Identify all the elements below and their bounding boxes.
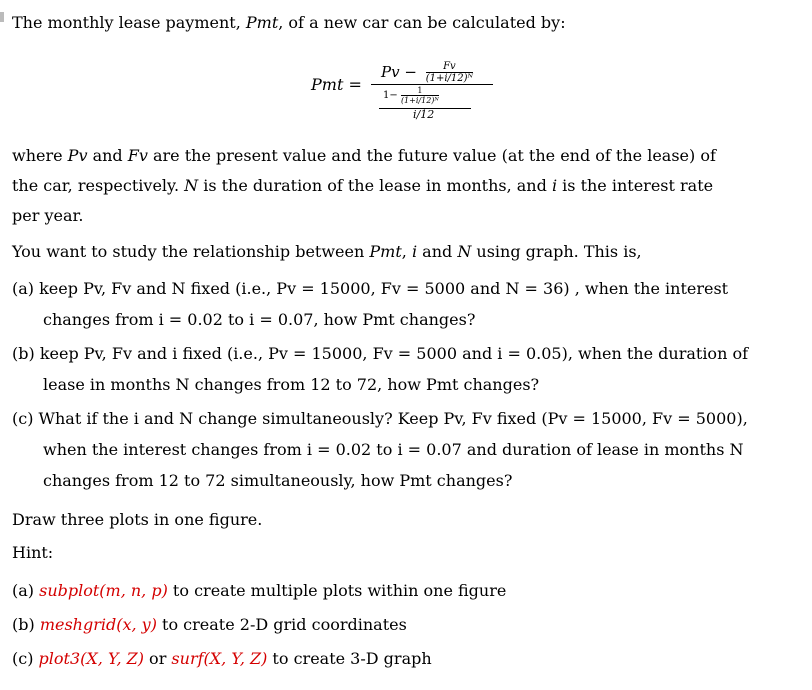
formula-numerator [381, 62, 473, 84]
part-b-line2: lease in months N changes from 12 to 72, how Pmt changes? [43, 375, 540, 394]
part-b-line1: (b) keep Pv, Fv and i fixed (i.e., Pv = 15000, Fv = 5000 and i = 0.05), when the duration of [12, 344, 749, 363]
hint-b-code: meshgrid(x, y) [39, 615, 157, 634]
intro-text-b: , of a new car can be calculated by: [278, 13, 566, 32]
part-c-line1: (c) What if the i and N change simultaneously? Keep Pv, Fv fixed (Pv = 15000, Fv = 5000), [12, 409, 748, 428]
formula-denominator-top [383, 86, 439, 105]
formula-rate: i/12 [413, 108, 435, 121]
para1-line1: where Pv and Fv are the present value and the future value (at the end of the lease) of [12, 146, 716, 165]
hint-c-code2: surf(X, Y, Z) [171, 649, 268, 668]
part-c-line3: changes from 12 to 72 simultaneously, how Pmt changes? [43, 471, 513, 490]
formula-fv: Fv [443, 61, 456, 72]
hint-c-code1: plot3(X, Y, Z) [38, 649, 144, 668]
hint-b: (b) meshgrid(x, y) to create 2-D grid coordinates [12, 615, 407, 634]
para1-line3: per year. [12, 206, 84, 225]
draw-instruction: Draw three plots in one figure. [12, 510, 263, 529]
part-c-line2: when the interest changes from i = 0.02 to i = 0.07 and duration of lease in months N [43, 440, 744, 459]
study-line: You want to study the relationship between Pmt, i and N using graph. This is, [12, 242, 642, 261]
hint-title: Hint: [12, 543, 54, 562]
formula-main-bar [371, 84, 493, 85]
hint-a: (a) subplot(m, n, p) to create multiple plots within one figure [12, 581, 507, 600]
formula-one: 1 [417, 86, 423, 95]
formula-fv-denominator: (1+i/12)ᴺ [425, 73, 474, 84]
para1-line2: the car, respectively. N is the duration of the lease in months, and i is the interest rate [12, 176, 714, 195]
formula-inner-fraction [401, 86, 439, 105]
formula-pv-minus: Pv − [381, 63, 417, 81]
formula-one-minus: 1− [383, 90, 398, 101]
intro-line [12, 12, 566, 34]
pmt-formula [311, 62, 511, 124]
part-a-line1: (a) keep Pv, Fv and N fixed (i.e., Pv = 15000, Fv = 5000 and N = 36) , when the interest [12, 279, 729, 298]
intro-var-pmt: Pmt [245, 13, 279, 32]
formula-fv-fraction [426, 62, 473, 84]
formula-inner-denominator: (1+i/12)ᴺ [400, 96, 439, 105]
formula-lhs: Pmt = [311, 75, 362, 94]
part-a-line2: changes from i = 0.02 to i = 0.07, how Pmt changes? [43, 310, 476, 329]
hint-a-code: subplot(m, n, p) [39, 581, 168, 600]
left-edge-marker [0, 12, 4, 22]
hint-c: (c) plot3(X, Y, Z) or surf(X, Y, Z) to create 3-D graph [12, 649, 432, 668]
intro-text-a: The monthly lease payment, [12, 13, 246, 32]
